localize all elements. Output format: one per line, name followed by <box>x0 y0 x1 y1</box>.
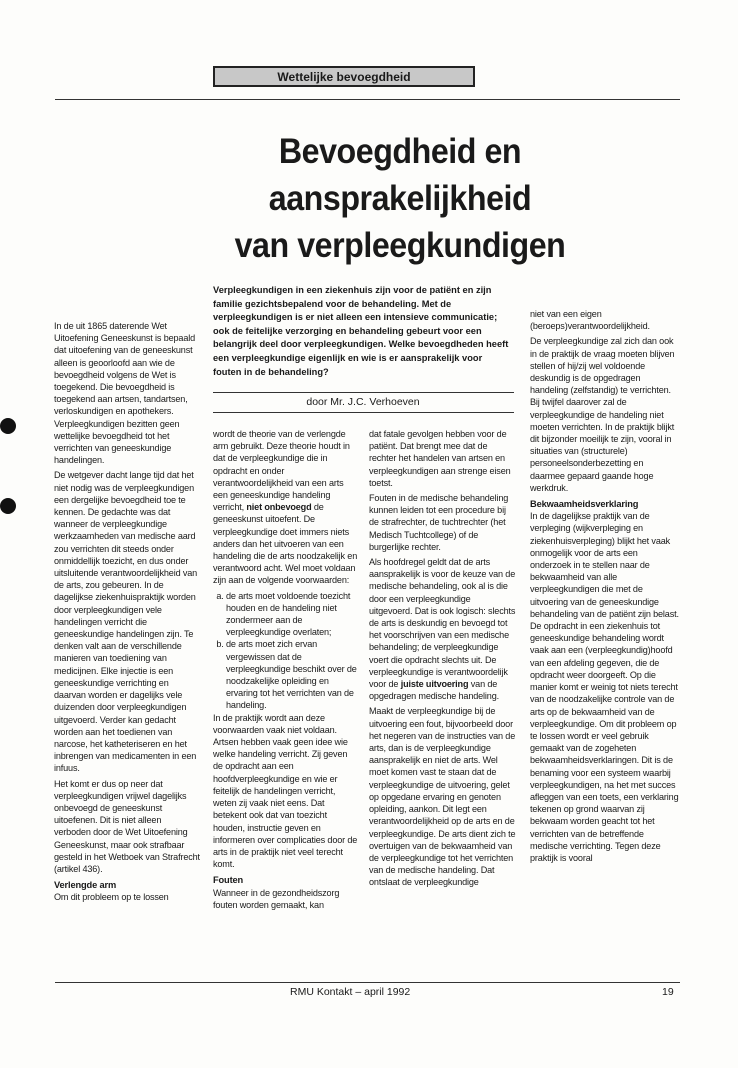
title-line-2: aansprakelijkheid <box>268 179 532 218</box>
col1-heading-verlengde-arm: Verlengde arm <box>54 880 117 891</box>
col2-heading-fouten: Fouten <box>213 875 244 886</box>
conditions-list <box>213 590 358 712</box>
footer-rule <box>55 982 680 983</box>
col1-paragraph-1: In de uit 1865 daterende Wet Uitoefening Geneeskunst is bepaald dat uitoefening van de geneeskunst alleen is geoorloofd aan wie de bevoegdheid volgens de Wet is toegekend. Die bevoegdheid is toegekend aan artsen, tandartsen, verloskundigen en apothekers. Verpleegkundigen bezitten geen wettelijke bevoegdheid tot het verrichten van geneeskundige handelingen. <box>54 321 196 466</box>
col2-paragraph-1 <box>213 428 358 587</box>
condition-a: a. de arts moet voldoende toezicht houden en de handeling niet zondermeer aan de verpleegkundige overlaten; <box>226 590 358 639</box>
condition-b: b. de arts moet zich ervan vergewissen dat de verpleegkundige beschikt over de noodzakelijke opleiding en ervaring tot het verrichten van de handeling. <box>226 638 358 711</box>
col4-paragraph-1: niet van een eigen (beroeps)verantwoordelijkheid. <box>530 309 650 332</box>
author-rule <box>213 392 514 393</box>
footer-publication: RMU Kontakt – april 1992 <box>290 986 411 998</box>
title-line-3: van verpleegkundigen <box>234 226 566 265</box>
title-line-1: Bevoegdheid en <box>278 132 522 171</box>
col2-p1-emphasis: niet onbevoegd <box>246 502 312 513</box>
author-rule-bottom <box>213 412 514 413</box>
col1-paragraph-4: Om dit probleem op te lossen <box>54 892 169 903</box>
col4-heading-bekwaamheidsverklaring: Bekwaamheidsverklaring <box>530 499 639 510</box>
col3-p3-emphasis: juiste uitvoering <box>400 679 469 690</box>
column-1 <box>54 320 200 980</box>
col2-p1-text-c: de geneeskunst uitoefent. De verpleegkundige doet immers niets anders dan het uitvoeren van een handeling die de arts noodzakelijk en verantwoord acht. Wel moet voldaan zijn aan de volgende voorwaarden: <box>213 502 358 586</box>
col2-p1-text-a: wordt de theorie van de verlengde arm gebruikt. Deze theorie houdt in dat de verpleegkundige die in opdracht en onder verantwoordelijkheid van een arts een geneeskundige handeling verricht, <box>213 429 350 513</box>
column-2 <box>213 428 358 980</box>
col2-paragraph-2: In de praktijk wordt aan deze voorwaarden vaak niet voldaan. Artsen hebben vaak geen idee wie welke handeling verricht. Zij geven de opdracht aan een hoofdverpleegkundige en wie er feitelijk de handelingen verricht, weten zij vaak niet eens. Dat betekent ook dat van toezicht houden, instructie geven en informeren over complicaties door de arts in de praktijk niet veel terecht komt. <box>213 712 358 870</box>
col1-paragraph-2: De wetgever dacht lange tijd dat het niet nodig was de verpleegkundigen een dergelijke bevoegdheid toe te kennen. De gedachte was dat wanneer de verpleegkundige werkzaamheden van medische aard zou verrichten dit steeds onder onmiddellijk toezicht, en dus onder uitsluitende verantwoordelijkheid van de arts, zou gebeuren. In de dagelijkse ziekenhuispraktijk worden door verpleegkundigen vele handelingen verricht die geneeskundige handelingen zijn. Te denken valt aan de verschillende manieren van toediening van medicijnen. Elke injectie is een geneeskundige verrichting en daarvan worden er dagelijks vele duizenden door verpleegkundigen uitgevoerd. Verder kan gedacht worden aan het toedienen van narcose, het katheteriseren en het inbrengen van medicamenten in een infuus. <box>54 470 198 774</box>
lead-paragraph: Verpleegkundigen in een ziekenhuis zijn voor de patiënt en zijn familie gezichtsbepalend voor de behandeling. Met de verpleegkundigen is er niet alleen een intensieve communicatie; ook de feitelijke verzorging en behandeling gebeurt voor een belangrijk deel door verpleegkundigen. Welke bevoegdheden heeft een verpleegkundige eigenlijk en wie is er aansprakelijk voor fouten in de behandeling? <box>213 285 509 377</box>
col3-p3-text-a: Als hoofdregel geldt dat de arts aansprakelijk is voor de keuze van de medische behandeling, ook al is die door een verpleegkundige uitgevoerd. Dat is ook logisch: slechts de arts is deskundig en bevoegd tot het voorschrijven van een medische behandeling; de verpleegkundige voert die opdracht slechts uit. De verpleegkundige is verantwoordelijk voor de <box>369 557 516 690</box>
col3-paragraph-2: Fouten in de medische behandeling kunnen leiden tot een procedure bij de strafrechter, de tuchtrechter (het Medisch Tuchtcollege) of de burgerlijke rechter. <box>369 493 509 552</box>
col3-p3-text-c: van de opgedragen medische handeling. <box>369 679 499 702</box>
col4-paragraph-3: In de dagelijkse praktijk van de verpleging (wijkverpleging en ziekenhuisverpleging) blijkt het vaak onmogelijk voor de arts een onderzoek in te stellen naar de bekwaamheid van alle verpleegkundigen die met de uitvoering van de geneeskundige behandeling van de patiënt zijn belast. De opdracht in een ziekenhuis tot geneeskundige behandeling wordt vaak aan een (verpleegkundig)hoofd van een afdeling gegeven, die de opdracht weer doorgeeft. Op die manier komt er weinig tot niets terecht van de noodzakelijke controle van de arts op de bekwaamheid van de verpleegkundige. Om dit probleem op te lossen wordt er veel gebruik gemaakt van de zogeheten bekwaamheidsverklaringen. Dit is de benaming voor een systeem waarbij verpleegkundigen, na het met succes afleggen van een toets, een verklaring tekenen op grond waarvan zij bekwaam worden geacht tot het verrichten van de betreffende medische verrichting. Tegen deze praktijk is vooral <box>530 511 679 863</box>
col3-paragraph-1: dat fatale gevolgen hebben voor de patiënt. Dat brengt mee dat de rechter het handelen van artsen en verpleegkundigen aan strenge eisen toetst. <box>369 429 511 488</box>
section-label: Wettelijke bevoegdheid <box>213 66 475 87</box>
col4-paragraph-2: De verpleegkundige zal zich dan ook in de praktijk de vraag moeten blijven stellen of hij/zij wel voldoende deskundig is de opgedragen handeling (zelfstandig) te verrichten. Bij twijfel daarover zal de verpleegkundige de handeling niet moeten verrichten. In de praktijk blijkt dit bijzonder moeilijk te zijn, vooral in situaties van (structurele) personeelsonderbezetting en daarmee gepaard gaande hoge werkdruk. <box>530 336 675 493</box>
column-3 <box>369 428 516 980</box>
col1-paragraph-3: Het komt er dus op neer dat verpleegkundigen vrijwel dagelijks onbevoegd de geneeskunst uitoefenen. Dit is niet alleen verboden door de Wet Uitoefening Geneeskunst, maar ook strafbaar gesteld in het Wetboek van Strafrecht (artikel 436). <box>54 778 200 874</box>
punch-hole-1 <box>0 418 16 434</box>
col3-paragraph-3 <box>369 556 516 702</box>
col3-paragraph-4: Maakt de verpleegkundige bij de uitvoering een fout, bijvoorbeeld door het negeren van de instructies van de arts, dan is de verpleegkundige aansprakelijk en niet de arts. Wel moet komen vast te staan dat de verpleegkundige de uitvoering, gelet op opgedane ervaring en genoten opleiding, aankon. Dit legt een verantwoordelijkheid op de arts en de verpleegkundige. De arts dient zich te overtuigen van de bekwaamheid van de verpleegkundige tot het verrichten van de medische handeling. Dat ontslaat de verpleegkundige <box>369 706 516 888</box>
author-byline: door Mr. J.C. Verhoeven <box>306 396 420 408</box>
header-rule <box>55 99 680 100</box>
column-4 <box>530 308 680 980</box>
punch-hole-2 <box>0 498 16 514</box>
col2-paragraph-3: Wanneer in de gezondheidszorg fouten worden gemaakt, kan <box>213 887 340 910</box>
page-number: 19 <box>662 986 674 998</box>
article-title <box>161 128 639 269</box>
